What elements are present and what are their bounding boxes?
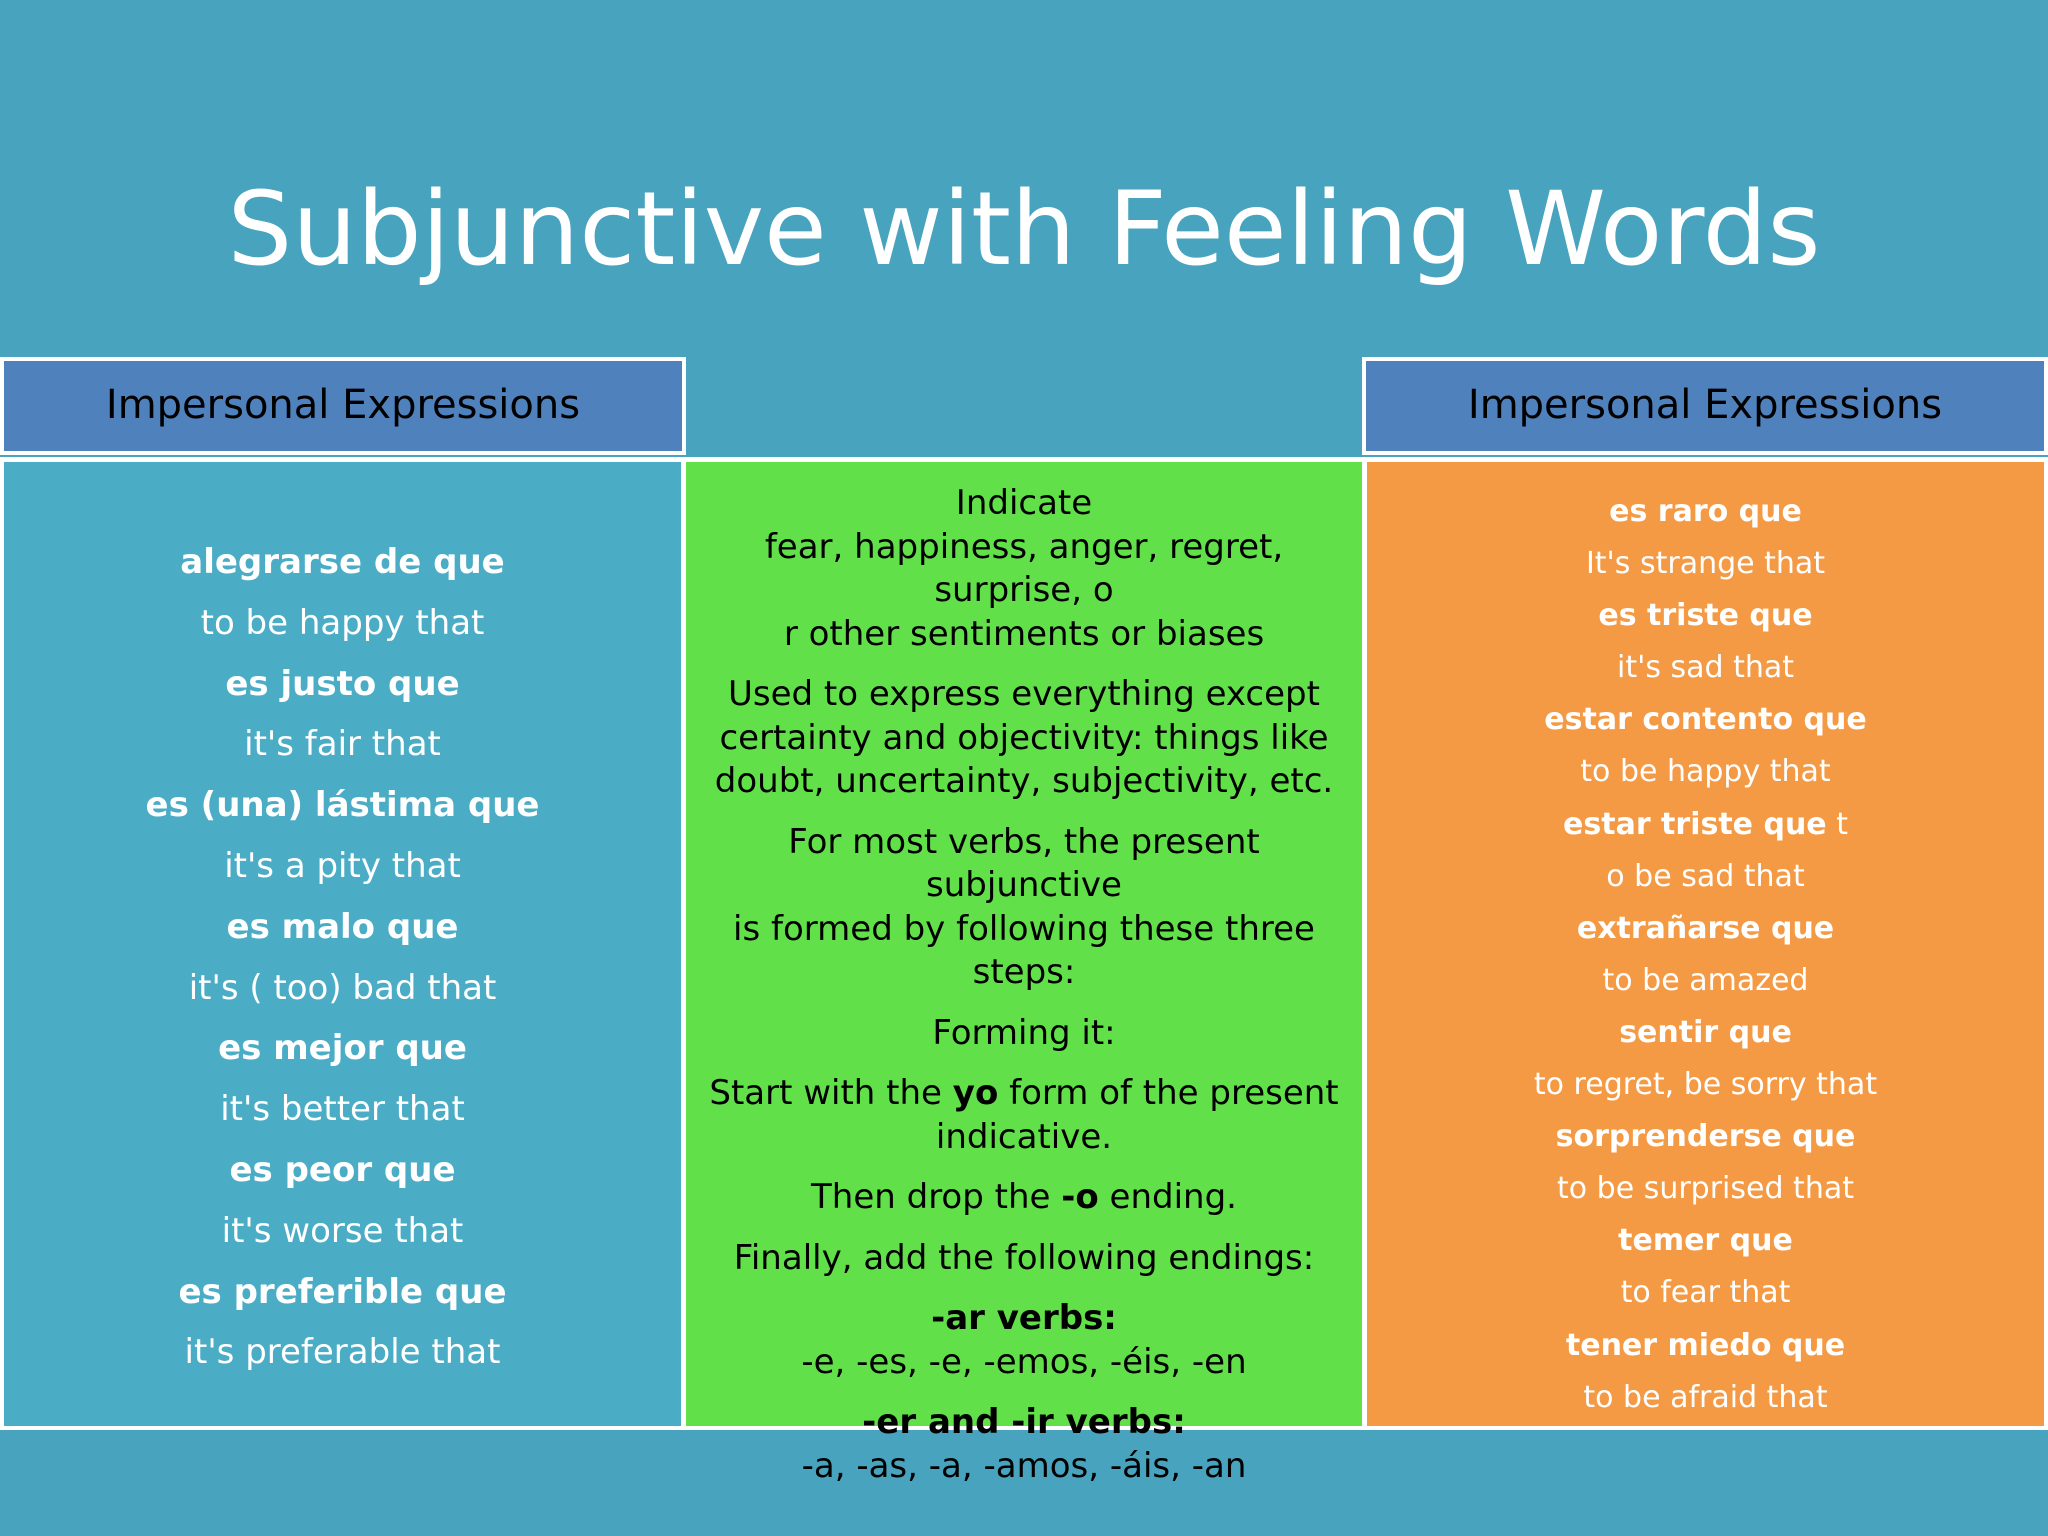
ar-heading: -ar verbs:: [931, 1298, 1117, 1338]
content-table: [0, 457, 2048, 1486]
ar-endings: [793, 1297, 1254, 1384]
expression-translation: it's worse that: [221, 1210, 464, 1251]
step-one-bold: yo: [952, 1073, 999, 1113]
expression-translation: it's fair that: [244, 724, 441, 765]
expression-term: temer que: [1618, 1223, 1793, 1259]
purpose-paragraph: [686, 482, 1362, 656]
purpose-line: r other sentiments or biases: [783, 613, 1265, 654]
expression-translation: it's sad that: [1616, 650, 1795, 686]
middle-column: [686, 462, 1362, 1486]
expression-translation: to fear that: [1620, 1275, 1791, 1311]
step-two-pre: Then drop the: [811, 1177, 1062, 1217]
right-column: [1367, 462, 2044, 1426]
left-column: [4, 462, 681, 1426]
usage-paragraph: [707, 673, 1341, 804]
purpose-line: fear, happiness, anger, regret, surprise, o: [764, 526, 1284, 610]
expression-translation: to be happy that: [200, 602, 485, 643]
expression-term: es justo que: [225, 663, 460, 704]
expression-term: sentir que: [1619, 1014, 1792, 1050]
expression-translation: to be surprised that: [1557, 1171, 1854, 1207]
expression-translation: to be afraid that: [1583, 1379, 1828, 1415]
expression-term: es preferible que: [178, 1271, 507, 1312]
expression-term: extrañarse que: [1576, 910, 1835, 946]
expression-term: es raro que: [1609, 494, 1802, 529]
expression-translation: to be amazed: [1602, 962, 1809, 998]
expression-translation: to be happy that: [1580, 754, 1831, 790]
expression-translation: it's a pity that: [224, 845, 461, 886]
expression-translation: It's strange that: [1585, 546, 1826, 582]
expression-term: es triste que: [1598, 598, 1813, 634]
step-one-line-2: indicative.: [935, 1116, 1113, 1157]
expression-term-tail: t: [1826, 806, 1848, 842]
expression-translation: it's preferable that: [184, 1332, 501, 1373]
expression-term: alegrarse de que: [180, 542, 505, 582]
purpose-line: Indicate: [955, 483, 1093, 523]
er-ir-endings: [794, 1401, 1255, 1488]
step-one-pre: Start with the: [709, 1073, 953, 1113]
expression-term: es peor que: [229, 1149, 456, 1190]
usage-line: doubt, uncertainty, subjectivity, etc.: [714, 761, 1334, 801]
expression-term: estar triste que: [1563, 806, 1827, 842]
expression-term: sorprenderse que: [1555, 1119, 1856, 1155]
step-two-bold: -o: [1061, 1177, 1099, 1217]
expression-term: es mejor que: [218, 1028, 467, 1069]
expression-translation: it's better that: [220, 1089, 465, 1130]
expression-term: es malo que: [226, 906, 459, 947]
step-three: Finally, add the following endings:: [733, 1237, 1315, 1278]
step-one-post: form of the present: [998, 1073, 1339, 1113]
step-two-post: ending.: [1098, 1177, 1237, 1217]
step-one-line: [709, 1072, 1338, 1116]
right-column-header: Impersonal Expressions: [1362, 357, 2048, 455]
step-two: [803, 1176, 1245, 1220]
usage-line: certainty and objectivity: things like: [719, 717, 1329, 758]
expression-term-with-tail: [1563, 799, 1848, 851]
expression-translation: to regret, be sorry that: [1533, 1067, 1878, 1103]
slide-title: Subjunctive with Feeling Words: [227, 170, 1821, 289]
formation-paragraph: [686, 821, 1362, 995]
ar-endings-list: -e, -es, -e, -emos, -éis, -en: [801, 1341, 1247, 1382]
er-ir-endings-list: -a, -as, -a, -amos, -áis, -an: [801, 1445, 1247, 1486]
expression-term: estar contento que: [1544, 702, 1867, 738]
expression-translation: o be sad that: [1606, 858, 1805, 894]
formation-line: For most verbs, the present subjunctive: [788, 821, 1260, 905]
expression-translation: it's ( too) bad that: [188, 967, 497, 1008]
step-one: [701, 1072, 1346, 1159]
usage-line: Used to express everything except: [728, 674, 1320, 714]
er-ir-heading: -er and -ir verbs:: [862, 1402, 1186, 1442]
forming-heading: Forming it:: [932, 1012, 1116, 1053]
expression-term: es (una) lástima que: [145, 785, 540, 826]
left-column-header: Impersonal Expressions: [0, 357, 686, 455]
expression-term: tener miedo que: [1565, 1327, 1846, 1363]
formation-line: is formed by following these three steps:: [733, 908, 1315, 992]
